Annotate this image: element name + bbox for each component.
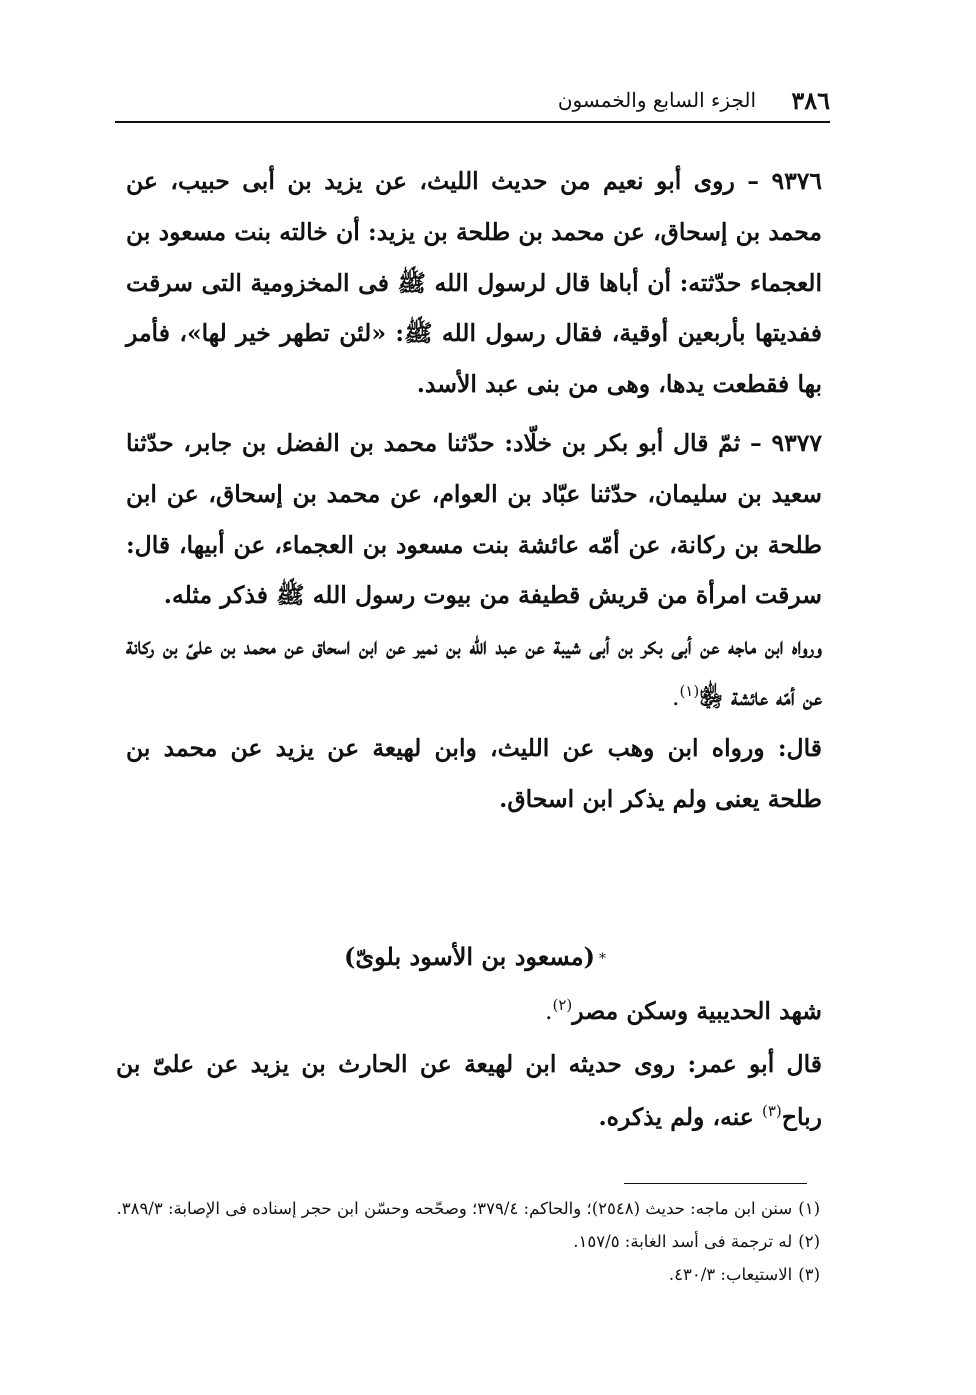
footnote-text: الاستيعاب: ٤٣٠/٣. <box>668 1265 793 1284</box>
footnote-text: سنن ابن ماجه: حديث (٢٥٤٨)؛ والحاكم: ٣٧٩/٤؛ وصحّحه وحسّن ابن حجر إسناده فى الإصابة: ٣٨٩/٣. <box>116 1199 793 1218</box>
hadith-9376 <box>126 156 822 410</box>
footnote-2 <box>114 1225 820 1258</box>
bio-line-1 <box>116 985 822 1038</box>
page-header <box>130 86 830 116</box>
asterisk-marker: * <box>599 951 606 967</box>
section-title: (مسعود بن الأسود بلوىّ) <box>343 942 595 971</box>
footnote-ref: (٢) <box>552 996 573 1014</box>
hadith-text: – ثمّ قال أبو بكر بن خلّاد: حدّثنا محمد بن الفضل بن جابر، حدّثنا سعيد بن سليمان، حدّثنا عبّاد بن العوام، عن محمد بن إسحاق، عن ابن طلحة بن ركانة، عن أمّه عائشة بنت مسعود بن العجماء، عن أبيها، قال: سرقت امرأة من قريش قطيفة من بيوت رسول الله ﷺ فذكر مثله. <box>126 428 822 610</box>
paragraph-end: . <box>671 682 680 711</box>
bio-text: قال أبو عمر: روى حديثه ابن لهيعة عن الحارث بن يزيد عن علىّ بن رباح <box>116 1050 822 1131</box>
hadith-number: ٩٣٧٧ <box>771 428 822 457</box>
section-heading <box>120 937 830 979</box>
hadith-9377 <box>126 418 822 621</box>
page-number: ٣٨٦ <box>791 86 830 115</box>
hadith-text: – روى أبو نعيم من حديث الليث، عن يزيد بن أبى حبيب، عن محمد بن إسحاق، عن محمد بن طلحة بن يزيد: أن خالته بنت مسعود بن العجماء حدّثته: أن أباها قال لرسول الله ﷺ فى المخزومية التى سرقت ففديتها بأربعين أوقية، فقال رسول الله ﷺ: «لئن تطهر خير لها»، فأمر بها فقطعت يدها، وهى من بنى عبد الأسد. <box>126 167 822 399</box>
bio-text: شهد الحديبية وسكن مصر <box>572 997 822 1025</box>
footnote-3 <box>114 1258 820 1291</box>
bio-end: عنه، ولم يذكره. <box>598 1103 762 1131</box>
biography-text <box>116 985 822 1144</box>
bio-end: . <box>544 997 553 1025</box>
footnote-mark: (٣) <box>798 1265 820 1284</box>
footnote-ref: (٣) <box>762 1102 782 1120</box>
paragraph-text: ورواه ابن ماجه عن أبى بكر بن أبى شيبة عن عبد الله بن نمير عن ابن اسحاق عن محمد بن علىّ بن ركانة عن أمّه عائشة ﵂ <box>126 632 822 711</box>
footnote-1 <box>114 1192 820 1225</box>
hadith-number: ٩٣٧٦ <box>771 167 822 195</box>
paragraph-text: قال: ورواه ابن وهب عن الليث، وابن لهيعة عن يزيد عن محمد بن طلحة يعنى ولم يذكر ابن اسحاق. <box>126 733 822 813</box>
footnote-ref: (١) <box>679 681 700 700</box>
ibn-majah-paragraph <box>126 621 822 723</box>
footnote-mark: (١) <box>798 1199 820 1218</box>
ibn-wahb-paragraph <box>126 723 822 825</box>
footnote-text: له ترجمة فى أسد الغابة: ١٥٧/٥. <box>573 1232 793 1251</box>
footnote-mark: (٢) <box>798 1232 820 1251</box>
running-title: الجزء السابع والخمسون <box>557 88 756 112</box>
bio-paragraph-2 <box>116 1038 822 1144</box>
main-text <box>126 156 822 824</box>
header-rule <box>115 121 830 123</box>
footnote-rule <box>624 1183 807 1184</box>
footnotes <box>114 1192 820 1291</box>
